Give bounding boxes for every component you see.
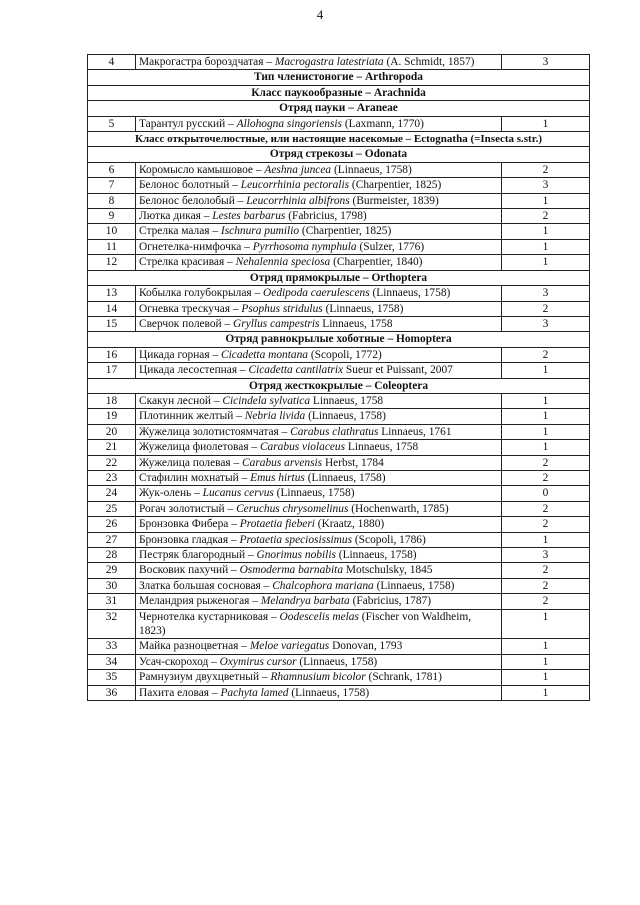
species-russian-name: Коромысло камышовое – (139, 163, 265, 176)
species-latin-name: Oxymirus cursor (219, 655, 297, 668)
status-value: 2 (502, 301, 590, 316)
species-table (87, 54, 590, 701)
section-row (88, 85, 590, 100)
table-row (88, 162, 590, 177)
species-latin-name: Nebria livida (244, 410, 306, 423)
species-name (136, 286, 502, 301)
row-number: 36 (88, 685, 136, 700)
table-row (88, 440, 590, 455)
species-latin-name: Rhamnusium bicolor (270, 671, 366, 684)
species-author: (A. Schmidt, 1857) (383, 56, 475, 68)
section-heading: Отряд жесткокрылые – Coleoptera (88, 378, 590, 393)
species-latin-name: Lucanus cervus (202, 487, 274, 500)
status-value: 3 (502, 548, 590, 563)
row-number: 27 (88, 532, 136, 547)
species-russian-name: Стрелка красивая – (139, 256, 236, 269)
table-row (88, 55, 590, 70)
species-name (136, 55, 502, 70)
table-row (88, 347, 590, 362)
row-number: 6 (88, 162, 136, 177)
species-latin-name: Pachyta lamed (220, 686, 289, 699)
table-row (88, 578, 590, 593)
species-russian-name: Белонос болотный – (139, 179, 241, 192)
status-value: 1 (502, 193, 590, 208)
section-row (88, 101, 590, 116)
row-number: 31 (88, 594, 136, 609)
species-author: (Fabricius, 1787) (349, 595, 432, 608)
table-row (88, 685, 590, 700)
section-row (88, 332, 590, 347)
species-russian-name: Плотинник желтый – (139, 410, 245, 423)
status-value: 1 (502, 609, 590, 639)
species-name (136, 116, 502, 131)
species-name (136, 501, 502, 516)
species-name (136, 548, 502, 563)
row-number: 34 (88, 654, 136, 669)
status-value: 1 (502, 670, 590, 685)
species-author: (Schrank, 1781) (365, 671, 442, 684)
species-table-body (88, 55, 590, 701)
species-latin-name: Nehalennia speciosa (235, 256, 331, 269)
species-author: Motschulsky, 1845 (343, 564, 433, 577)
species-russian-name: Рамнузиум двухцветный – (139, 671, 271, 684)
species-russian-name: Меландрия рыженогая – (139, 595, 261, 608)
table-row (88, 178, 590, 193)
status-value: 2 (502, 578, 590, 593)
species-name (136, 517, 502, 532)
species-author: Linnaeus, 1761 (378, 425, 452, 438)
species-author: (Linnaeus, 1758) (296, 655, 378, 668)
status-value: 3 (502, 286, 590, 301)
section-heading: Отряд стрекозы – Odonata (88, 147, 590, 162)
table-row (88, 563, 590, 578)
row-number: 22 (88, 455, 136, 470)
status-value: 1 (502, 685, 590, 700)
table-row (88, 255, 590, 270)
section-row (88, 378, 590, 393)
row-number: 35 (88, 670, 136, 685)
species-name (136, 316, 502, 331)
species-latin-name: Carabus arvensis (242, 456, 323, 469)
species-name (136, 347, 502, 362)
row-number: 32 (88, 609, 136, 639)
species-name (136, 440, 502, 455)
row-number: 11 (88, 239, 136, 254)
table-row (88, 286, 590, 301)
species-author: (Linnaeus, 1758) (369, 287, 451, 300)
species-latin-name: Melandrya barbata (260, 595, 350, 608)
table-row (88, 654, 590, 669)
species-author: (Fischer von Waldheim, 1823) (139, 610, 472, 638)
table-row (88, 501, 590, 516)
species-name (136, 178, 502, 193)
status-value: 2 (502, 162, 590, 177)
species-latin-name: Osmoderma barnabita (239, 564, 344, 577)
species-latin-name: Gryllus campestris (233, 317, 320, 330)
species-latin-name: Protaetia fieberi (239, 518, 315, 531)
table-row (88, 670, 590, 685)
species-author: Sueur et Puissant, 2007 (343, 364, 453, 377)
species-name (136, 301, 502, 316)
table-row (88, 455, 590, 470)
table-row (88, 594, 590, 609)
species-russian-name: Лютка дикая – (139, 210, 213, 223)
row-number: 26 (88, 517, 136, 532)
species-russian-name: Златка большая сосновая – (139, 579, 273, 592)
species-author: (Sulzer, 1776) (356, 240, 425, 253)
row-number: 24 (88, 486, 136, 501)
species-latin-name: Allohogna singoriensis (236, 117, 342, 130)
species-russian-name: Сверчок полевой – (139, 317, 234, 330)
species-russian-name: Цикада горная – (139, 348, 221, 361)
table-row (88, 301, 590, 316)
species-author: (Fabricius, 1798) (285, 210, 367, 223)
species-latin-name: Leucorrhinia pectoralis (240, 179, 350, 192)
species-russian-name: Пахита еловая – (139, 686, 221, 699)
species-author: (Burmeister, 1839) (349, 194, 439, 207)
species-latin-name: Chalcophora mariana (272, 579, 374, 592)
species-latin-name: Psophus stridulus (241, 302, 323, 315)
species-author: (Hochenwarth, 1785) (348, 502, 449, 515)
species-russian-name: Кобылка голубокрылая – (139, 287, 264, 300)
status-value: 1 (502, 239, 590, 254)
section-heading: Отряд прямокрылые – Orthoptera (88, 270, 590, 285)
table-row (88, 424, 590, 439)
species-name (136, 455, 502, 470)
status-value: 1 (502, 255, 590, 270)
species-russian-name: Усач-скороход – (139, 655, 220, 668)
row-number: 7 (88, 178, 136, 193)
species-russian-name: Бронзовка Фибера – (139, 518, 240, 531)
species-latin-name: Cicadetta montana (221, 348, 309, 361)
species-name (136, 224, 502, 239)
species-name (136, 363, 502, 378)
species-latin-name: Carabus violaceus (259, 441, 346, 454)
table-row (88, 548, 590, 563)
species-russian-name: Жужелица золотистоямчатая – (139, 425, 291, 438)
status-value: 2 (502, 563, 590, 578)
status-value: 1 (502, 424, 590, 439)
species-author: (Linnaeus, 1758) (288, 686, 370, 699)
status-value: 1 (502, 440, 590, 455)
species-author: (Linnaeus, 1758) (305, 410, 386, 423)
species-latin-name: Meloe variegatus (249, 640, 330, 653)
table-row (88, 409, 590, 424)
row-number: 13 (88, 286, 136, 301)
species-russian-name: Огнетелка-нимфочка – (139, 240, 253, 253)
species-latin-name: Gnorimus nobilis (256, 549, 336, 561)
species-author: (Charpentier, 1840) (330, 256, 423, 269)
species-author: Linnaeus, 1758 (310, 394, 384, 407)
species-author: (Laxmann, 1770) (341, 117, 424, 130)
table-row (88, 224, 590, 239)
section-row (88, 270, 590, 285)
species-author: (Linnaeus, 1758) (322, 302, 404, 315)
table-row (88, 363, 590, 378)
species-russian-name: Чернотелка кустарниковая – (139, 610, 280, 623)
species-russian-name: Тарантул русский – (139, 117, 237, 130)
species-author: (Scopoli, 1772) (308, 348, 382, 361)
status-value: 2 (502, 455, 590, 470)
section-heading: Класс паукообразные – Arachnida (88, 85, 590, 100)
table-row (88, 316, 590, 331)
species-author: (Linnaeus, 1758) (304, 471, 386, 484)
status-value: 2 (502, 501, 590, 516)
species-name (136, 670, 502, 685)
table-row (88, 517, 590, 532)
row-number: 16 (88, 347, 136, 362)
species-author: (Linnaeus, 1758) (331, 163, 412, 176)
species-latin-name: Ischnura pumilio (220, 225, 300, 238)
species-russian-name: Стафилин мохнатый – (139, 471, 251, 484)
species-latin-name: Lestes barbarus (212, 210, 286, 223)
status-value: 3 (502, 55, 590, 70)
species-russian-name: Цикада лесостепная – (139, 364, 249, 377)
species-name (136, 409, 502, 424)
species-author: Linnaeus, 1758 (319, 317, 393, 330)
species-russian-name: Бронзовка гладкая – (139, 533, 240, 546)
species-latin-name: Aeshna juncea (264, 163, 332, 176)
row-number: 18 (88, 393, 136, 408)
status-value: 2 (502, 347, 590, 362)
table-row (88, 639, 590, 654)
species-name (136, 654, 502, 669)
species-latin-name: Macrogastra latestriata (274, 56, 384, 68)
table-row (88, 486, 590, 501)
species-name (136, 255, 502, 270)
status-value: 2 (502, 594, 590, 609)
species-name (136, 424, 502, 439)
species-russian-name: Стрелка малая – (139, 225, 221, 238)
section-heading: Тип членистоногие – Arthropoda (88, 70, 590, 85)
species-latin-name: Leucorrhinia albifrons (246, 194, 350, 207)
species-name (136, 594, 502, 609)
row-number: 29 (88, 563, 136, 578)
row-number: 33 (88, 639, 136, 654)
status-value: 2 (502, 470, 590, 485)
row-number: 10 (88, 224, 136, 239)
species-author: Linnaeus, 1758 (345, 441, 419, 454)
species-name (136, 578, 502, 593)
status-value: 3 (502, 178, 590, 193)
row-number: 9 (88, 209, 136, 224)
status-value: 1 (502, 639, 590, 654)
species-russian-name: Макрогастра бороздчатая – (139, 56, 275, 68)
page-number: 4 (316, 7, 324, 22)
species-latin-name: Cicindela sylvatica (222, 394, 311, 407)
row-number: 8 (88, 193, 136, 208)
species-russian-name: Рогач золотистый – (139, 502, 237, 515)
species-author: (Kraatz, 1880) (314, 518, 385, 531)
species-latin-name: Pyrrhosoma nymphula (252, 240, 357, 253)
row-number: 12 (88, 255, 136, 270)
section-heading: Отряд пауки – Araneae (88, 101, 590, 116)
species-author: (Linnaeus, 1758) (335, 549, 417, 561)
species-russian-name: Жужелица фиолетовая – (139, 441, 260, 454)
species-name (136, 209, 502, 224)
section-heading: Класс открыточелюстные, или настоящие насекомые – Ectognatha (=Insecta s.str.) (88, 132, 590, 147)
row-number: 20 (88, 424, 136, 439)
row-number: 25 (88, 501, 136, 516)
table-row (88, 209, 590, 224)
species-russian-name: Восковик пахучий – (139, 564, 240, 577)
status-value: 1 (502, 224, 590, 239)
table-row (88, 239, 590, 254)
row-number: 19 (88, 409, 136, 424)
species-name (136, 486, 502, 501)
species-author: (Charpentier, 1825) (299, 225, 392, 238)
species-author: (Linnaeus, 1758) (273, 487, 355, 500)
species-latin-name: Protaetia speciosissimus (239, 533, 353, 546)
species-name (136, 393, 502, 408)
species-name (136, 639, 502, 654)
status-value: 1 (502, 116, 590, 131)
section-row (88, 147, 590, 162)
species-author: (Charpentier, 1825) (349, 179, 442, 192)
status-value: 0 (502, 486, 590, 501)
status-value: 2 (502, 209, 590, 224)
section-row (88, 132, 590, 147)
species-name (136, 193, 502, 208)
row-number: 4 (88, 55, 136, 70)
table-row (88, 532, 590, 547)
species-latin-name: Cicadetta cantilatrix (248, 364, 344, 377)
row-number: 23 (88, 470, 136, 485)
species-latin-name: Oodescelis melas (279, 610, 359, 623)
status-value: 1 (502, 532, 590, 547)
row-number: 5 (88, 116, 136, 131)
status-value: 1 (502, 393, 590, 408)
table-row (88, 609, 590, 639)
species-russian-name: Пестряк благородный – (139, 549, 257, 561)
species-russian-name: Скакун лесной – (139, 394, 223, 407)
section-row (88, 70, 590, 85)
status-value: 1 (502, 363, 590, 378)
row-number: 21 (88, 440, 136, 455)
species-latin-name: Carabus clathratus (290, 425, 379, 438)
species-russian-name: Огневка трескучая – (139, 302, 242, 315)
species-russian-name: Белонос белолобый – (139, 194, 247, 207)
status-value: 3 (502, 316, 590, 331)
table-row (88, 193, 590, 208)
table-row (88, 116, 590, 131)
row-number: 15 (88, 316, 136, 331)
status-value: 1 (502, 409, 590, 424)
species-author: (Scopoli, 1786) (352, 533, 426, 546)
species-russian-name: Жук-олень – (139, 487, 203, 500)
species-author: Herbst, 1784 (322, 456, 384, 469)
species-russian-name: Жужелица полевая – (139, 456, 243, 469)
species-name (136, 685, 502, 700)
table-row (88, 470, 590, 485)
species-name (136, 532, 502, 547)
species-latin-name: Oedipoda caerulescens (263, 287, 370, 300)
species-latin-name: Ceruchus chrysomelinus (236, 502, 349, 515)
species-latin-name: Emus hirtus (250, 471, 305, 484)
status-value: 1 (502, 654, 590, 669)
section-heading: Отряд равнокрылые хоботные – Homoptera (88, 332, 590, 347)
species-author: (Linnaeus, 1758) (373, 579, 455, 592)
species-author: Donovan, 1793 (329, 640, 403, 653)
species-name (136, 563, 502, 578)
status-value: 2 (502, 517, 590, 532)
table-row (88, 393, 590, 408)
species-name (136, 162, 502, 177)
row-number: 28 (88, 548, 136, 563)
row-number: 30 (88, 578, 136, 593)
species-name (136, 239, 502, 254)
species-name (136, 470, 502, 485)
row-number: 14 (88, 301, 136, 316)
species-name (136, 609, 502, 639)
species-russian-name: Майка разноцветная – (139, 640, 250, 653)
row-number: 17 (88, 363, 136, 378)
